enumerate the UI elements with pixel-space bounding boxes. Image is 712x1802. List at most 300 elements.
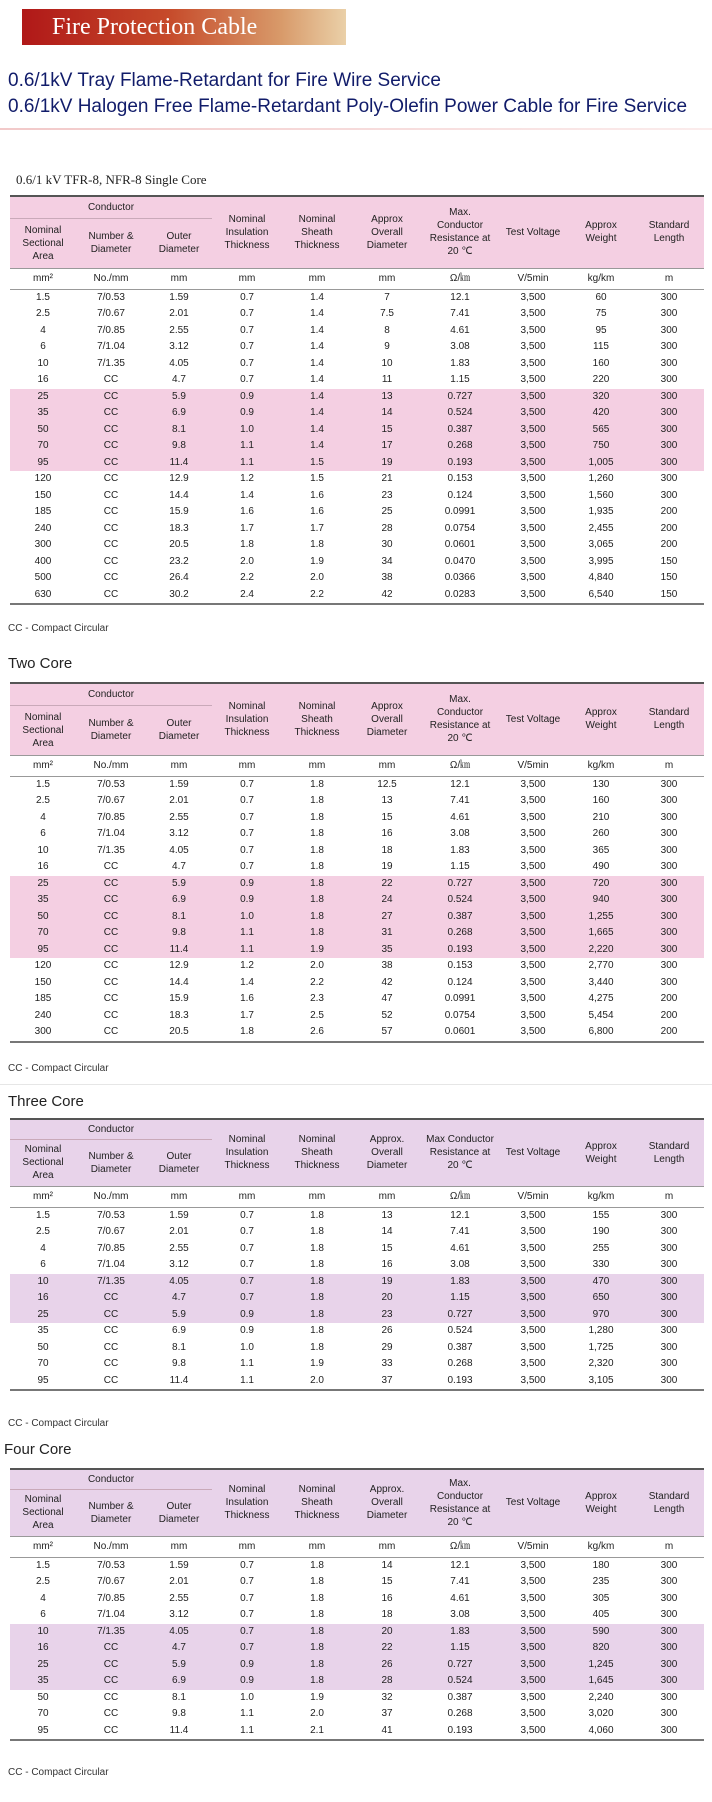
cell-conductor-resistance: 0.0991 [444, 506, 476, 517]
cell-sheath-thickness: 2.0 [282, 1373, 352, 1391]
cell-number-diameter: CC [76, 405, 146, 422]
cell-insulation-thickness: 1.1 [240, 1708, 254, 1719]
cell-number-diameter: 7/0.67 [97, 795, 125, 806]
cell-number-diameter: 7/0.67 [97, 308, 125, 319]
header-conductor-resistance: Max. Conductor Resistance at 20 ℃ [422, 1469, 498, 1536]
cell-test-voltage: 3,500 [498, 1673, 568, 1690]
cell-standard-length: 300 [660, 1242, 678, 1254]
cell-approx-weight: 1,280 [588, 1325, 614, 1336]
cell-sheath-thickness: 1.8 [310, 828, 324, 839]
cell-sheath-thickness: 1.8 [310, 1242, 324, 1254]
cell-insulation-thickness: 1.0 [240, 1691, 254, 1703]
cell-number-diameter: CC [103, 1691, 119, 1703]
header-sheath-thickness: Nominal Sheath Thickness [282, 196, 352, 268]
cell-sheath-thickness: 1.4 [282, 422, 352, 439]
cell-conductor-resistance: 0.727 [422, 389, 498, 406]
header-divider [0, 128, 712, 130]
cell-sheath-thickness: 1.8 [282, 1274, 352, 1291]
cell-outer-diameter: 8.1 [146, 909, 212, 926]
cell-number-diameter: 7/0.85 [97, 1592, 125, 1604]
cell-number-diameter: CC [103, 489, 119, 501]
cell-number-diameter: CC [76, 892, 146, 909]
cell-conductor-resistance: 0.387 [422, 909, 498, 926]
cell-overall-diameter: 41 [352, 1723, 422, 1741]
table-row [10, 925, 704, 942]
cell-nominal-area: 50 [37, 1341, 49, 1353]
cell-insulation-thickness: 0.7 [240, 1242, 254, 1254]
unit-insulation-thickness: mm [212, 755, 282, 776]
cell-nominal-area: 1.5 [36, 1559, 50, 1571]
cell-insulation-thickness: 2.4 [212, 587, 282, 605]
cell-number-diameter: CC [103, 539, 119, 550]
table-row [10, 1241, 704, 1258]
cell-nominal-area: 70 [10, 438, 76, 455]
cell-sheath-thickness: 1.8 [310, 795, 324, 806]
cell-overall-diameter: 13 [381, 795, 393, 806]
cell-conductor-resistance: 0.193 [422, 1723, 498, 1741]
header-conductor: Conductor [10, 683, 212, 705]
cell-insulation-thickness: 0.7 [240, 291, 254, 303]
cell-number-diameter: 7/0.53 [97, 291, 125, 303]
cell-insulation-thickness: 0.7 [240, 1592, 254, 1604]
cell-number-diameter: 7/1.04 [97, 1609, 125, 1620]
fire-protection-cable-banner: Fire Protection Cable [22, 9, 346, 45]
cell-overall-diameter: 15 [352, 422, 422, 439]
cell-number-diameter: 7/0.85 [97, 324, 125, 336]
cell-overall-diameter: 29 [381, 1341, 393, 1353]
cell-standard-length: 300 [634, 876, 704, 893]
cell-outer-diameter: 6.9 [146, 892, 212, 909]
cell-insulation-thickness: 1.8 [240, 539, 254, 550]
cell-outer-diameter: 4.7 [146, 1640, 212, 1657]
cell-nominal-area: 50 [37, 1691, 49, 1703]
header-test-voltage: Test Voltage [498, 1119, 568, 1186]
header-conductor-resistance: Max Conductor Resistance at 20 ℃ [422, 1119, 498, 1186]
cell-nominal-area: 10 [10, 1624, 76, 1641]
cell-approx-weight: 330 [592, 1259, 610, 1270]
cell-test-voltage: 3,500 [520, 1259, 546, 1270]
cell-outer-diameter: 6.9 [146, 1673, 212, 1690]
cell-conductor-resistance: 12.1 [450, 778, 470, 790]
header-outer-diameter: Outer Diameter [146, 1139, 212, 1186]
table-row [10, 991, 704, 1008]
cell-insulation-thickness: 0.7 [240, 1226, 254, 1237]
cell-test-voltage: 3,500 [520, 960, 546, 971]
cell-insulation-thickness: 1.6 [240, 506, 254, 517]
cell-nominal-area: 10 [10, 1274, 76, 1291]
cell-standard-length: 300 [634, 405, 704, 422]
unit-conductor-resistance: Ω/㎞ [422, 1186, 498, 1207]
cell-test-voltage: 3,500 [520, 976, 546, 988]
unit-test-voltage: V/5min [498, 1186, 568, 1207]
cell-standard-length: 300 [634, 389, 704, 406]
cell-conductor-resistance: 0.193 [422, 942, 498, 959]
cell-approx-weight: 2,220 [568, 942, 634, 959]
cell-conductor-resistance: 0.0366 [444, 572, 476, 583]
cell-approx-weight: 1,005 [568, 455, 634, 472]
single-core-table [10, 195, 704, 605]
cell-nominal-area: 630 [10, 587, 76, 605]
cell-test-voltage: 3,500 [520, 1708, 546, 1719]
cell-sheath-thickness: 1.4 [282, 389, 352, 406]
table-row [10, 975, 704, 992]
cell-standard-length: 200 [634, 1024, 704, 1042]
cell-test-voltage: 3,500 [498, 1024, 568, 1042]
cell-approx-weight: 720 [568, 876, 634, 893]
cell-outer-diameter: 9.8 [146, 438, 212, 455]
cell-test-voltage: 3,500 [498, 1373, 568, 1391]
cell-outer-diameter: 2.01 [169, 795, 189, 806]
cell-nominal-area: 4 [40, 1242, 46, 1254]
cell-overall-diameter: 22 [352, 1640, 422, 1657]
cell-number-diameter: CC [76, 1673, 146, 1690]
cell-insulation-thickness: 1.1 [212, 1373, 282, 1391]
cell-nominal-area: 35 [10, 405, 76, 422]
cell-test-voltage: 3,500 [498, 587, 568, 605]
header-sheath-thickness: Nominal Sheath Thickness [282, 683, 352, 755]
cell-sheath-thickness: 1.8 [310, 811, 324, 823]
cell-insulation-thickness: 0.9 [212, 1307, 282, 1324]
cell-outer-diameter: 18.3 [169, 522, 189, 534]
cell-test-voltage: 3,500 [520, 572, 546, 583]
cell-outer-diameter: 30.2 [146, 587, 212, 605]
cell-outer-diameter: 6.9 [146, 405, 212, 422]
note-four-core: CC - Compact Circular [8, 1767, 109, 1778]
header-number-diameter: Number & Diameter [76, 218, 146, 268]
table-row [10, 438, 704, 455]
cell-outer-diameter: 3.12 [169, 341, 189, 352]
cell-overall-diameter: 16 [381, 828, 393, 839]
cell-number-diameter: 7/1.04 [97, 341, 125, 352]
cell-insulation-thickness: 1.7 [240, 1009, 254, 1021]
cell-insulation-thickness: 0.9 [240, 1325, 254, 1336]
cell-outer-diameter: 8.1 [172, 1341, 186, 1353]
cell-sheath-thickness: 1.8 [310, 1209, 324, 1221]
cell-sheath-thickness: 2.2 [282, 587, 352, 605]
header-standard-length: Standard Length [634, 1119, 704, 1186]
cell-approx-weight: 1,260 [588, 473, 614, 484]
unit-sheath-thickness: mm [282, 268, 352, 289]
cell-approx-weight: 75 [595, 308, 607, 319]
cell-insulation-thickness: 0.7 [240, 828, 254, 839]
cell-test-voltage: 3,500 [520, 828, 546, 839]
cell-overall-diameter: 52 [381, 1009, 393, 1021]
table-row [10, 1008, 704, 1025]
cell-approx-weight: 3,105 [568, 1373, 634, 1391]
cell-overall-diameter: 33 [381, 1358, 393, 1369]
header-conductor-resistance: Max. Conductor Resistance at 20 ℃ [422, 683, 498, 755]
cell-conductor-resistance: 0.153 [447, 960, 473, 971]
cell-overall-diameter: 22 [352, 876, 422, 893]
cell-conductor-resistance: 0.124 [447, 976, 473, 988]
cell-approx-weight: 750 [568, 438, 634, 455]
cell-approx-weight: 405 [592, 1609, 610, 1620]
unit-conductor-resistance: Ω/㎞ [422, 268, 498, 289]
cell-standard-length: 300 [660, 374, 678, 385]
cell-sheath-thickness: 1.8 [310, 1325, 324, 1336]
cell-overall-diameter: 25 [381, 506, 393, 517]
cell-insulation-thickness: 0.7 [240, 811, 254, 823]
table-row [10, 1207, 704, 1224]
cell-insulation-thickness: 0.7 [212, 1640, 282, 1657]
cell-outer-diameter: 11.4 [146, 1373, 212, 1391]
table-row [10, 289, 704, 306]
cell-standard-length: 300 [660, 1708, 678, 1719]
header-number-diameter: Number & Diameter [76, 1489, 146, 1536]
cell-overall-diameter: 9 [384, 341, 390, 352]
cell-conductor-resistance: 0.0283 [422, 587, 498, 605]
unit-standard-length: m [634, 755, 704, 776]
unit-conductor-resistance: Ω/㎞ [422, 755, 498, 776]
header-overall-diameter: Approx. Overall Diameter [352, 1469, 422, 1536]
cell-outer-diameter: 9.8 [146, 925, 212, 942]
cell-standard-length: 300 [634, 438, 704, 455]
cell-approx-weight: 2,455 [588, 522, 614, 534]
cell-sheath-thickness: 1.8 [282, 909, 352, 926]
cell-approx-weight: 155 [592, 1209, 610, 1221]
cell-number-diameter: 7/1.35 [97, 844, 125, 856]
unit-outer-diameter: mm [146, 755, 212, 776]
cell-sheath-thickness: 1.8 [310, 861, 324, 872]
cell-insulation-thickness: 0.7 [240, 308, 254, 319]
table-row [10, 306, 704, 323]
cell-outer-diameter: 20.5 [146, 1024, 212, 1042]
header-insulation-thickness: Nominal Insulation Thickness [212, 1469, 282, 1536]
headline-tray-flame-retardant: 0.6/1kV Tray Flame-Retardant for Fire Wire Service [8, 70, 441, 91]
cell-overall-diameter: 10 [381, 357, 393, 369]
cell-test-voltage: 3,500 [520, 778, 546, 790]
cell-outer-diameter: 5.9 [146, 1307, 212, 1324]
cell-test-voltage: 3,500 [498, 1624, 568, 1641]
unit-standard-length: m [634, 1186, 704, 1207]
cell-insulation-thickness: 0.9 [212, 892, 282, 909]
cell-approx-weight: 470 [568, 1274, 634, 1291]
cell-number-diameter: 7/0.85 [97, 1242, 125, 1254]
cell-sheath-thickness: 1.8 [310, 778, 324, 790]
cell-approx-weight: 305 [592, 1592, 610, 1604]
section-title-three-core: Three Core [8, 1093, 84, 1110]
table-row [10, 1657, 704, 1674]
cell-outer-diameter: 3.12 [169, 1609, 189, 1620]
cell-test-voltage: 3,500 [520, 555, 546, 567]
cell-approx-weight: 1,935 [588, 506, 614, 517]
cell-insulation-thickness: 1.1 [212, 455, 282, 472]
cell-approx-weight: 3,065 [588, 539, 614, 550]
cell-approx-weight: 2,240 [588, 1691, 614, 1703]
cell-approx-weight: 1,645 [568, 1673, 634, 1690]
cell-outer-diameter: 9.8 [172, 1358, 186, 1369]
table-row [10, 776, 704, 793]
cell-overall-diameter: 28 [381, 522, 393, 534]
cell-approx-weight: 160 [592, 357, 610, 369]
cell-conductor-resistance: 0.268 [422, 925, 498, 942]
cell-overall-diameter: 18 [381, 1609, 393, 1620]
cell-nominal-area: 25 [10, 1657, 76, 1674]
table-row [10, 471, 704, 488]
cell-nominal-area: 70 [37, 1358, 49, 1369]
table-row [10, 554, 704, 571]
cell-nominal-area: 500 [34, 572, 52, 583]
cell-standard-length: 300 [634, 1274, 704, 1291]
cell-overall-diameter: 27 [352, 909, 422, 926]
cell-conductor-resistance: 0.0601 [444, 539, 476, 550]
cell-overall-diameter: 7 [384, 291, 390, 303]
table-row [10, 1673, 704, 1690]
cell-test-voltage: 3,500 [520, 1609, 546, 1620]
cell-number-diameter: CC [76, 1373, 146, 1391]
cell-standard-length: 300 [634, 1657, 704, 1674]
cell-outer-diameter: 1.59 [169, 1209, 189, 1221]
cell-standard-length: 300 [660, 960, 678, 971]
cell-conductor-resistance: 0.387 [447, 1691, 473, 1703]
cell-outer-diameter: 2.55 [169, 324, 189, 336]
header-nominal-area: Nominal Sectional Area [10, 1489, 76, 1536]
cell-outer-diameter: 15.9 [169, 506, 189, 517]
cell-conductor-resistance: 0.0601 [422, 1024, 498, 1042]
unit-standard-length: m [634, 268, 704, 289]
cell-outer-diameter: 5.9 [146, 1657, 212, 1674]
cell-outer-diameter: 1.59 [169, 291, 189, 303]
header-insulation-thickness: Nominal Insulation Thickness [212, 196, 282, 268]
table-row [10, 587, 704, 605]
cell-number-diameter: CC [76, 1307, 146, 1324]
cell-test-voltage: 3,500 [498, 942, 568, 959]
cell-approx-weight: 1,665 [568, 925, 634, 942]
table-row [10, 1024, 704, 1042]
cell-standard-length: 150 [634, 587, 704, 605]
cell-test-voltage: 3,500 [520, 1691, 546, 1703]
cell-overall-diameter: 21 [381, 473, 393, 484]
cell-nominal-area: 240 [34, 522, 52, 534]
cell-nominal-area: 35 [37, 1325, 49, 1336]
cell-conductor-resistance: 0.193 [422, 455, 498, 472]
cell-outer-diameter: 4.7 [172, 374, 186, 385]
cell-nominal-area: 300 [34, 539, 52, 550]
cell-overall-diameter: 14 [381, 1559, 393, 1571]
cell-overall-diameter: 38 [381, 572, 393, 583]
cell-standard-length: 300 [634, 1373, 704, 1391]
section-title-single-core: 0.6/1 kV TFR-8, NFR-8 Single Core [16, 172, 207, 187]
cell-test-voltage: 3,500 [520, 1242, 546, 1254]
header-insulation-thickness: Nominal Insulation Thickness [212, 683, 282, 755]
cell-test-voltage: 3,500 [498, 876, 568, 893]
cell-nominal-area: 2.5 [36, 795, 50, 806]
cell-sheath-thickness: 1.8 [282, 1624, 352, 1641]
cell-nominal-area: 35 [10, 892, 76, 909]
cell-standard-length: 300 [660, 976, 678, 988]
cell-conductor-resistance: 4.61 [450, 324, 470, 336]
header-number-diameter: Number & Diameter [76, 1139, 146, 1186]
cell-conductor-resistance: 12.1 [450, 1209, 470, 1221]
cell-number-diameter: CC [103, 555, 119, 567]
header-test-voltage: Test Voltage [498, 1469, 568, 1536]
cell-standard-length: 300 [660, 341, 678, 352]
cell-conductor-resistance: 0.268 [447, 1708, 473, 1719]
cell-standard-length: 300 [660, 308, 678, 319]
cell-overall-diameter: 37 [352, 1373, 422, 1391]
cell-insulation-thickness: 1.7 [240, 522, 254, 534]
cell-approx-weight: 4,840 [588, 572, 614, 583]
cell-outer-diameter: 9.8 [172, 1708, 186, 1719]
unit-overall-diameter: mm [352, 1536, 422, 1557]
cell-number-diameter: CC [76, 438, 146, 455]
cell-standard-length: 300 [634, 422, 704, 439]
cell-number-diameter: CC [76, 1024, 146, 1042]
cell-outer-diameter: 4.7 [146, 1290, 212, 1307]
unit-test-voltage: V/5min [498, 268, 568, 289]
cell-approx-weight: 190 [592, 1226, 610, 1237]
unit-nominal-area: mm² [10, 1186, 76, 1207]
cell-overall-diameter: 12.5 [377, 778, 397, 790]
cell-approx-weight: 565 [568, 422, 634, 439]
cell-number-diameter: CC [103, 1708, 119, 1719]
cell-standard-length: 200 [660, 506, 678, 517]
cell-sheath-thickness: 1.9 [310, 1691, 324, 1703]
cell-outer-diameter: 15.9 [169, 993, 189, 1004]
cell-outer-diameter: 26.4 [169, 572, 189, 583]
header-sheath-thickness: Nominal Sheath Thickness [282, 1469, 352, 1536]
cell-insulation-thickness: 0.7 [240, 341, 254, 352]
four-core-table [10, 1468, 704, 1741]
cell-insulation-thickness: 0.9 [212, 389, 282, 406]
cell-test-voltage: 3,500 [520, 1226, 546, 1237]
cell-outer-diameter: 8.1 [146, 422, 212, 439]
cell-standard-length: 300 [660, 1259, 678, 1270]
cell-sheath-thickness: 1.8 [310, 1259, 324, 1270]
cell-conductor-resistance: 0.0991 [444, 993, 476, 1004]
cell-overall-diameter: 14 [352, 405, 422, 422]
unit-approx-weight: kg/km [568, 1536, 634, 1557]
cell-test-voltage: 3,500 [520, 308, 546, 319]
cell-approx-weight: 1,245 [568, 1657, 634, 1674]
cell-number-diameter: CC [76, 1640, 146, 1657]
cell-nominal-area: 95 [10, 1723, 76, 1741]
note-three-core: CC - Compact Circular [8, 1418, 109, 1429]
cell-standard-length: 200 [660, 522, 678, 534]
cell-outer-diameter: 12.9 [169, 960, 189, 971]
cell-sheath-thickness: 1.8 [310, 1559, 324, 1571]
cell-sheath-thickness: 1.8 [282, 925, 352, 942]
cell-nominal-area: 6 [40, 341, 46, 352]
header-sheath-thickness: Nominal Sheath Thickness [282, 1119, 352, 1186]
unit-approx-weight: kg/km [568, 1186, 634, 1207]
cell-sheath-thickness: 1.8 [310, 844, 324, 856]
cell-test-voltage: 3,500 [520, 795, 546, 806]
section-divider [0, 1084, 712, 1085]
cell-insulation-thickness: 1.1 [212, 1723, 282, 1741]
cell-overall-diameter: 15 [381, 1576, 393, 1587]
cell-nominal-area: 35 [10, 1673, 76, 1690]
cell-nominal-area: 70 [10, 925, 76, 942]
header-standard-length: Standard Length [634, 683, 704, 755]
table-row [10, 1340, 704, 1357]
cell-approx-weight: 490 [592, 861, 610, 872]
table-row [10, 1290, 704, 1307]
cell-insulation-thickness: 0.7 [240, 795, 254, 806]
cell-conductor-resistance: 0.524 [422, 892, 498, 909]
cell-standard-length: 300 [634, 909, 704, 926]
cell-nominal-area: 50 [10, 422, 76, 439]
note-single-core: CC - Compact Circular [8, 623, 109, 634]
cell-test-voltage: 3,500 [520, 861, 546, 872]
header-number-diameter: Number & Diameter [76, 705, 146, 755]
cell-standard-length: 300 [634, 925, 704, 942]
cell-nominal-area: 4 [40, 811, 46, 823]
cell-test-voltage: 3,500 [520, 1576, 546, 1587]
cell-outer-diameter: 11.4 [146, 1723, 212, 1741]
table-row [10, 521, 704, 538]
cell-nominal-area: 1.5 [36, 1209, 50, 1221]
